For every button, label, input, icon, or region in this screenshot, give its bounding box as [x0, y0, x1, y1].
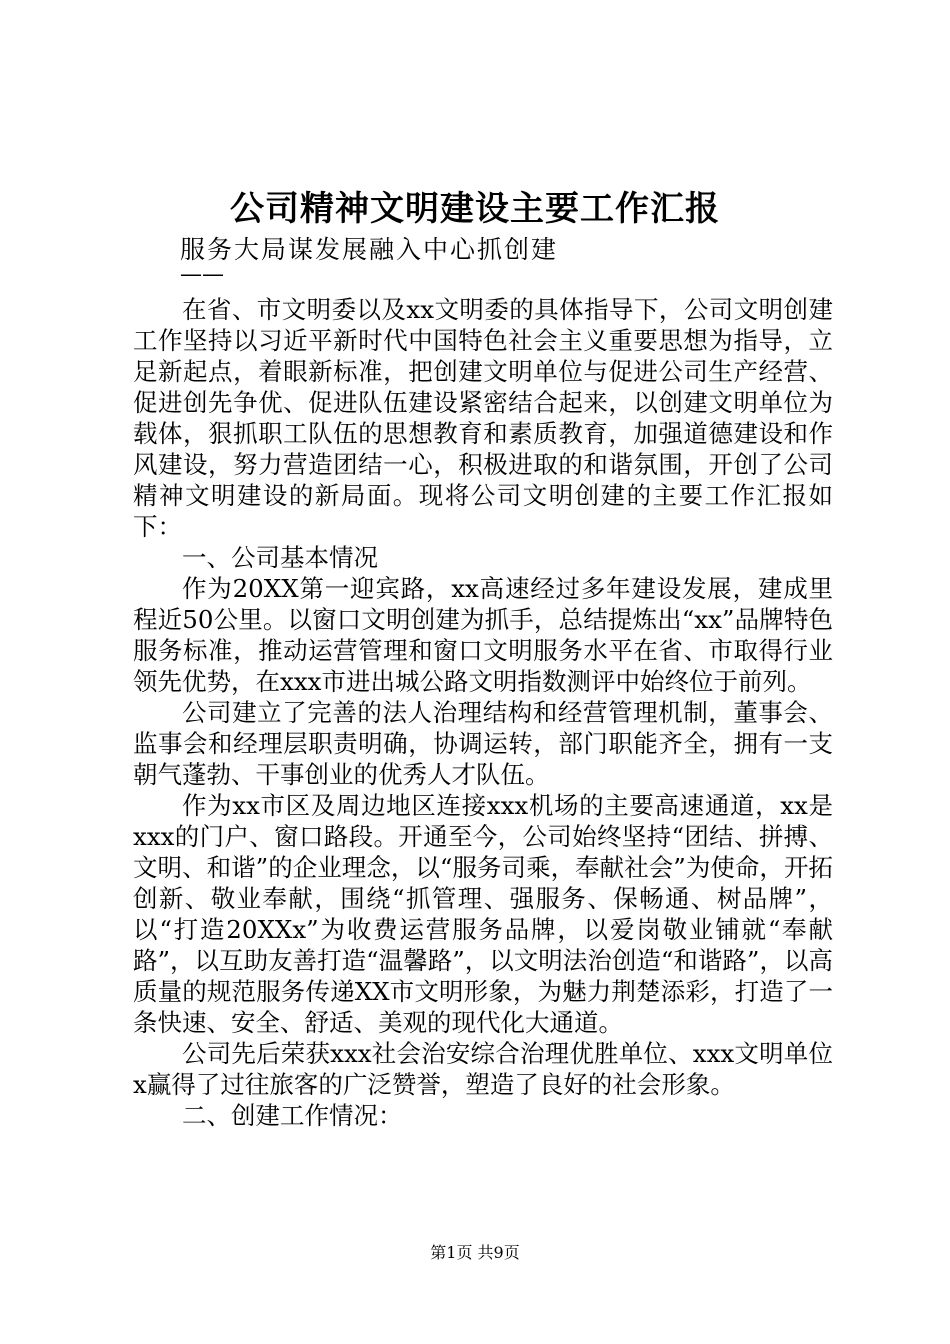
document-title: 公司精神文明建设主要工作汇报 — [230, 189, 720, 229]
page-footer: 第1页 共9页 — [430, 1243, 520, 1262]
document-body — [133, 294, 833, 1131]
body-paragraph: 作为xx市区及周边地区连接xxx机场的主要高速通道，xx是xxx的门户、窗口路段。开通至今，公司始终坚持“团结、拼搏、文明、和谐”的企业理念，以“服务司乘，奉献社会”为使命，开拓创新、敬业奉献，围绕“抓管理、强服务、保畅通、树品牌”，以“打造20XXx”为收费运营服务品牌，以爱岗敬业铺就“奉献路”，以互助友善打造“温馨路”，以文明法治创造“和谐路”，以高质量的规范服务传递XX市文明形象，为魅力荆楚添彩，打造了一条快速、安全、舒适、美观的现代化大通道。 — [133, 791, 833, 1037]
section-heading-basic-info: 一、公司基本情况 — [182, 543, 378, 572]
body-paragraph: 公司建立了完善的法人治理结构和经营管理机制，董事会、监事会和经理层职责明确，协调运转，部门职能齐全，拥有一支朝气蓬勃、干事创业的优秀人才队伍。 — [133, 698, 833, 789]
intro-paragraph: 在省、市文明委以及xx文明委的具体指导下，公司文明创建工作坚持以习近平新时代中国特色社会主义重要思想为指导，立足新起点，着眼新标准，把创建文明单位与促进公司生产经营、促进创先争优、促进队伍建设紧密结合起来，以创建文明单位为载体，狠抓职工队伍的思想教育和素质教育，加强道德建设和作风建设，努力营造团结一心，积极进取的和谐氛围，开创了公司精神文明建设的新局面。现将公司文明创建的主要工作汇报如下： — [133, 295, 833, 541]
subtitle-dash: —— — [180, 262, 224, 287]
body-paragraph: 作为20XX第一迎宾路，xx高速经过多年建设发展，建成里程近50公里。以窗口文明创建为抓手，总结提炼出“xx”品牌特色服务标准，推动运营管理和窗口文明服务水平在省、市取得行业领先优势，在xxx市进出城公路文明指数测评中始终位于前列。 — [133, 574, 833, 696]
section-heading-work-status: 二、创建工作情况： — [182, 1101, 403, 1130]
document-subtitle: 服务大局谋发展融入中心抓创建 — [180, 235, 559, 264]
body-paragraph: 公司先后荣获xxx社会治安综合治理优胜单位、xxx文明单位x赢得了过往旅客的广泛赞誉，塑造了良好的社会形象。 — [133, 1039, 833, 1099]
